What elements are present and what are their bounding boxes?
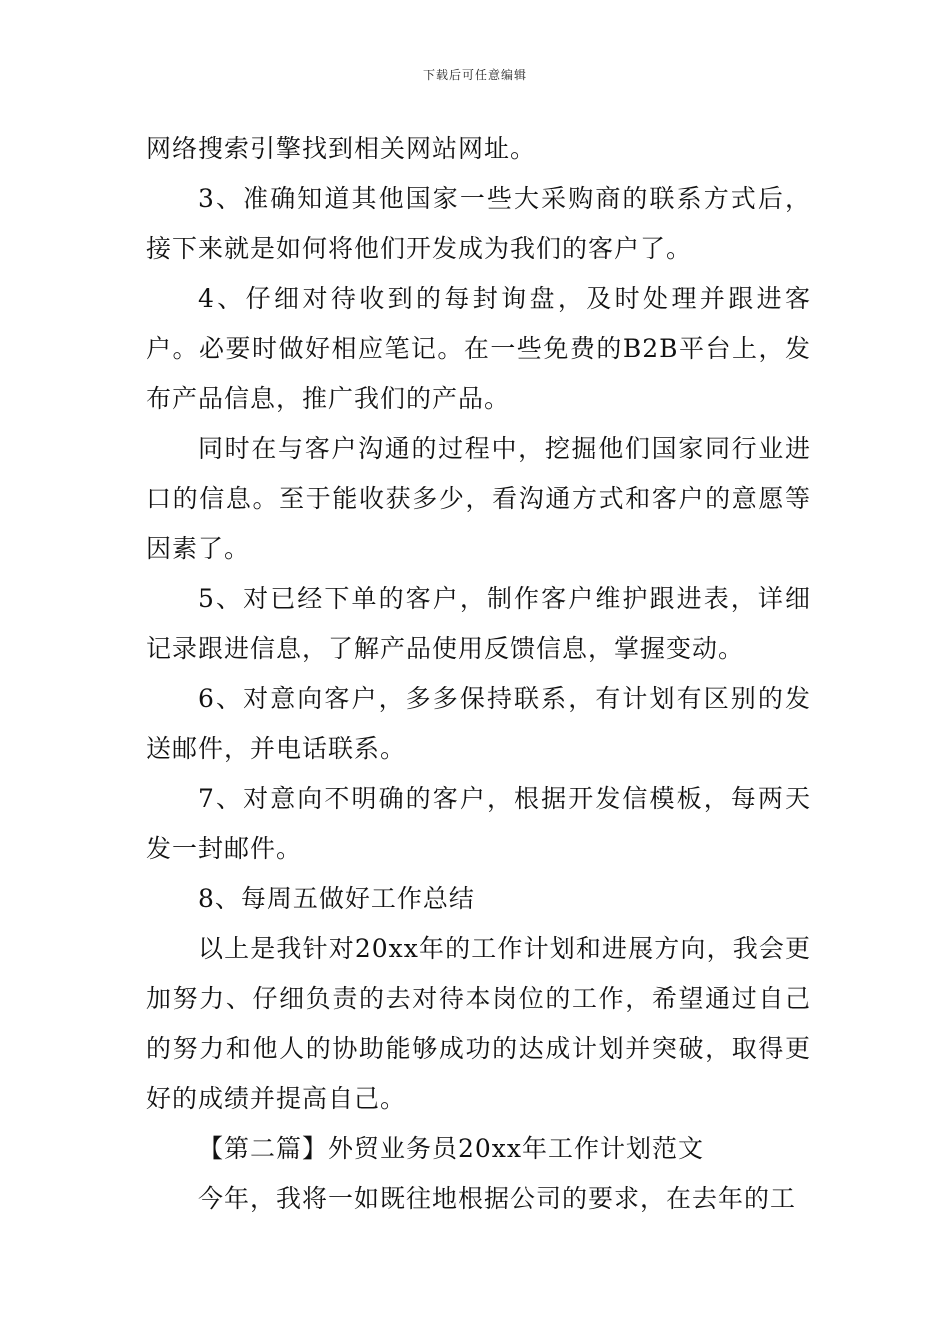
document-body (146, 124, 811, 1224)
paragraph-item-5: 5、对已经下单的客户，制作客户维护跟进表，详细记录跟进信息，了解产品使用反馈信息，掌握变动。 (146, 584, 811, 663)
section-heading: 【第二篇】外贸业务员20xx年工作计划范文 (198, 1134, 705, 1163)
paragraph-continuation: 网络搜索引擎找到相关网站网址。 (146, 134, 537, 163)
paragraph-communication: 同时在与客户沟通的过程中，挖掘他们国家同行业进口的信息。至于能收获多少，看沟通方式和客户的意愿等因素了。 (146, 434, 811, 563)
paragraph-item-4: 4、仔细对待收到的每封询盘，及时处理并跟进客户。必要时做好相应笔记。在一些免费的B2B平台上，发布产品信息，推广我们的产品。 (146, 284, 811, 413)
paragraph-item-3: 3、准确知道其他国家一些大采购商的联系方式后，接下来就是如何将他们开发成为我们的客户了。 (146, 184, 811, 263)
paragraph-conclusion: 以上是我针对20xx年的工作计划和进展方向，我会更加努力、仔细负责的去对待本岗位的工作，希望通过自己的努力和他人的协助能够成功的达成计划并突破，取得更好的成绩并提高自己。 (146, 934, 811, 1113)
paragraph-item-6: 6、对意向客户，多多保持联系，有计划有区别的发送邮件，并电话联系。 (146, 684, 811, 763)
paragraph-intro: 今年，我将一如既往地根据公司的要求，在去年的工 (198, 1184, 797, 1213)
page-header-note: 下载后可任意编辑 (422, 68, 527, 82)
paragraph-item-8: 8、每周五做好工作总结 (198, 884, 475, 913)
paragraph-item-7: 7、对意向不明确的客户，根据开发信模板，每两天发一封邮件。 (146, 784, 811, 863)
